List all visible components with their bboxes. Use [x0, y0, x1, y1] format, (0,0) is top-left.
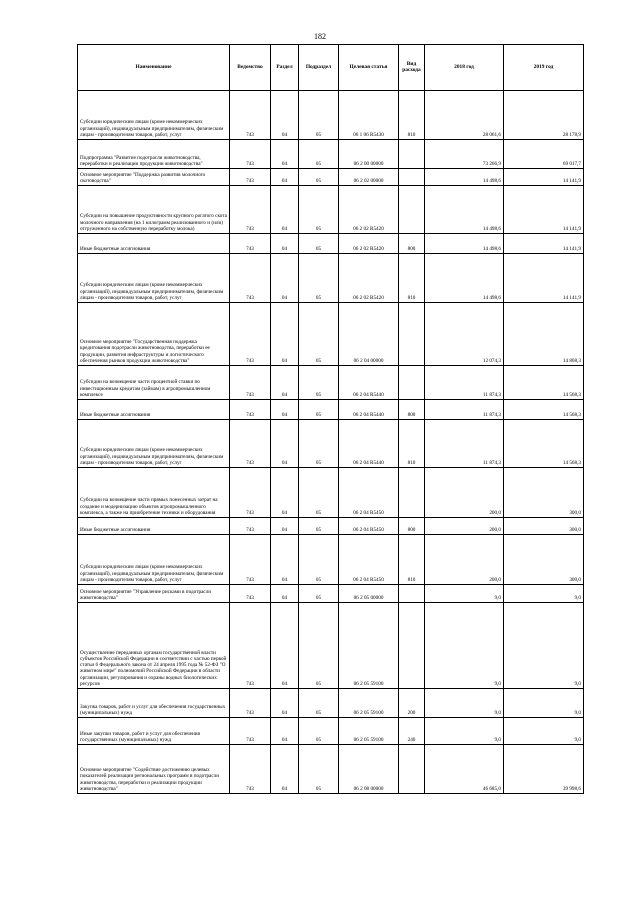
budget-table	[77, 44, 584, 794]
page-number: 182	[314, 32, 326, 41]
row-name: Основное мероприятие "Содействие достижению целевых показателей реализации региональных программ в подотрасли животноводства, переработки и реализации продукции животноводства"	[78, 745, 230, 794]
row-subsection: 05	[299, 234, 339, 254]
row-dept: 743	[230, 518, 271, 535]
row-expense	[399, 585, 425, 603]
row-expense	[399, 366, 425, 400]
row-target: 06 2 02 R5420	[339, 186, 399, 234]
header-subsection: Подраздел	[299, 45, 339, 91]
row-2019: 9,0	[504, 585, 584, 603]
table-body	[78, 91, 584, 794]
row-expense: 800	[399, 400, 425, 420]
row-subsection: 05	[299, 718, 339, 745]
row-dept: 743	[230, 91, 271, 140]
row-target: 06 2 04 R5450	[339, 518, 399, 535]
row-dept: 743	[230, 603, 271, 689]
row-2019: 14 141,9	[504, 254, 584, 303]
row-subsection: 05	[299, 603, 339, 689]
row-section: 04	[271, 518, 299, 535]
row-name: Субсидии на возмещение части процентной ставки по инвестиционным кредитам (займам) в агропромышленном комплексе	[78, 366, 230, 400]
row-target: 06 2 04 R5440	[339, 366, 399, 400]
row-name: Субсидии на возмещение части прямых понесенных затрат на создание и модернизацию объектов агропромышленного комплекса, а также на приобретение техники и оборудования	[78, 468, 230, 518]
table-row	[78, 420, 584, 468]
table-row	[78, 91, 584, 140]
row-expense	[399, 603, 425, 689]
row-target: 06 2 05 59100	[339, 718, 399, 745]
table-row	[78, 585, 584, 603]
header-2018: 2018 год	[425, 45, 504, 91]
table-row	[78, 254, 584, 303]
row-expense	[399, 303, 425, 366]
row-2018: 11 874,3	[425, 366, 504, 400]
row-2019: 300,0	[504, 518, 584, 535]
row-2018: 46 685,0	[425, 745, 504, 794]
row-name: Закупка товаров, работ и услуг для обеспечения государственных (муниципальных) нужд	[78, 689, 230, 718]
row-dept: 743	[230, 420, 271, 468]
row-target: 06 1 06 R5430	[339, 91, 399, 140]
row-target: 06 2 04 R5450	[339, 468, 399, 518]
row-name: Основное мероприятие "Государственная поддержка кредитования подотрасли животноводства, переработки ее продукции, развития инфраструктуры и логистического обеспечения рынков продукции животноводства"	[78, 303, 230, 366]
row-subsection: 05	[299, 366, 339, 400]
row-dept: 743	[230, 745, 271, 794]
table-row	[78, 689, 584, 718]
row-section: 04	[271, 366, 299, 400]
row-name: Субсидии на повышение продуктивности крупного рогатого скота молочного направления (на 1 килограмм реализованного и (или) отгруженного на собственную переработку молока)	[78, 186, 230, 234]
row-expense: 810	[399, 535, 425, 585]
row-2018: 200,0	[425, 518, 504, 535]
row-2018: 9,0	[425, 689, 504, 718]
row-expense: 810	[399, 420, 425, 468]
row-target: 06 2 05 59100	[339, 689, 399, 718]
row-section: 04	[271, 254, 299, 303]
row-2019: 69 017,7	[504, 140, 584, 169]
row-subsection: 05	[299, 186, 339, 234]
row-name: Субсидии юридическим лицам (кроме некоммерческих организаций), индивидуальным предпринимателям, физическим лицам - производителям товаров, работ, услуг	[78, 420, 230, 468]
row-section: 04	[271, 400, 299, 420]
row-2019: 14 568,3	[504, 420, 584, 468]
row-2018: 73 266,9	[425, 140, 504, 169]
row-name: Субсидии юридическим лицам (кроме некоммерческих организаций), индивидуальным предпринимателям, физическим лицам - производителям товаров, работ, услуг	[78, 91, 230, 140]
row-2019: 300,0	[504, 535, 584, 585]
row-name: Субсидии юридическим лицам (кроме некоммерческих организаций), индивидуальным предпринимателям, физическим лицам - производителям товаров, работ, услуг	[78, 535, 230, 585]
row-expense: 800	[399, 518, 425, 535]
row-expense: 200	[399, 689, 425, 718]
row-2019: 14 141,9	[504, 169, 584, 186]
row-section: 04	[271, 91, 299, 140]
row-target: 06 2 04 R5450	[339, 535, 399, 585]
row-2018: 14 498,6	[425, 254, 504, 303]
row-expense: 810	[399, 91, 425, 140]
table-row	[78, 468, 584, 518]
row-dept: 743	[230, 718, 271, 745]
row-target: 06 2 02 R5420	[339, 254, 399, 303]
row-subsection: 05	[299, 91, 339, 140]
row-section: 04	[271, 303, 299, 366]
row-name: Основное мероприятие "Поддержка развития молочного скотоводства"	[78, 169, 230, 186]
row-section: 04	[271, 420, 299, 468]
row-section: 04	[271, 468, 299, 518]
row-expense	[399, 468, 425, 518]
row-target: 06 2 04 R5440	[339, 400, 399, 420]
row-subsection: 05	[299, 585, 339, 603]
row-name: Иные бюджетные ассигнования	[78, 234, 230, 254]
row-subsection: 05	[299, 303, 339, 366]
table-row	[78, 535, 584, 585]
row-dept: 743	[230, 254, 271, 303]
row-2018: 9,0	[425, 603, 504, 689]
table-row	[78, 366, 584, 400]
row-name: Осуществление переданных органам государственной власти субъектов Российской Федерации в соответствии с частью первой статьи 6 Федерального закона от 24 апреля 1995 года № 52-ФЗ "О животном мире" полномочий Российской Федерации в области организации, регулирования и охраны водных биологических ресурсов	[78, 603, 230, 689]
row-2019: 14 141,9	[504, 234, 584, 254]
row-section: 04	[271, 140, 299, 169]
row-section: 04	[271, 234, 299, 254]
row-2018: 12 074,3	[425, 303, 504, 366]
row-subsection: 05	[299, 400, 339, 420]
row-section: 04	[271, 603, 299, 689]
row-2019: 14 568,3	[504, 400, 584, 420]
row-section: 04	[271, 169, 299, 186]
row-target: 06 2 08 00000	[339, 745, 399, 794]
row-2018: 200,0	[425, 468, 504, 518]
header-target: Целевая статья	[339, 45, 399, 91]
table-header-row	[78, 45, 584, 91]
row-dept: 743	[230, 186, 271, 234]
row-subsection: 05	[299, 254, 339, 303]
header-dept: Ведомство	[230, 45, 271, 91]
header-section: Раздел	[271, 45, 299, 91]
row-subsection: 05	[299, 689, 339, 718]
row-dept: 743	[230, 366, 271, 400]
table-row	[78, 303, 584, 366]
row-section: 04	[271, 689, 299, 718]
row-expense	[399, 140, 425, 169]
header-expense: Вид расхода	[399, 45, 425, 91]
row-name: Иные бюджетные ассигнования	[78, 400, 230, 420]
row-expense: 240	[399, 718, 425, 745]
header-2019: 2019 год	[504, 45, 584, 91]
table-row	[78, 718, 584, 745]
row-2019: 9,0	[504, 603, 584, 689]
row-2018: 11 874,3	[425, 400, 504, 420]
row-name: Иные бюджетные ассигнования	[78, 518, 230, 535]
row-2019: 14 568,3	[504, 366, 584, 400]
row-target: 06 2 05 00000	[339, 585, 399, 603]
row-target: 06 2 04 R5440	[339, 420, 399, 468]
table-row	[78, 186, 584, 234]
row-2018: 14 498,6	[425, 169, 504, 186]
row-2018: 9,0	[425, 718, 504, 745]
row-2019: 14 868,3	[504, 303, 584, 366]
row-expense	[399, 745, 425, 794]
table-row	[78, 518, 584, 535]
row-section: 04	[271, 718, 299, 745]
row-dept: 743	[230, 234, 271, 254]
table-row	[78, 140, 584, 169]
row-2018: 9,0	[425, 585, 504, 603]
row-target: 06 2 02 00000	[339, 169, 399, 186]
row-dept: 743	[230, 303, 271, 366]
table-row	[78, 169, 584, 186]
table-row	[78, 400, 584, 420]
row-dept: 743	[230, 585, 271, 603]
row-2019: 9,0	[504, 689, 584, 718]
row-dept: 743	[230, 689, 271, 718]
row-2018: 14 498,6	[425, 186, 504, 234]
row-subsection: 05	[299, 140, 339, 169]
header-name: Наименование	[78, 45, 230, 91]
row-section: 04	[271, 186, 299, 234]
row-expense	[399, 169, 425, 186]
row-target: 06 2 02 R5420	[339, 234, 399, 254]
row-name: Субсидии юридическим лицам (кроме некоммерческих организаций), индивидуальным предпринимателям, физическим лицам - производителям товаров, работ, услуг	[78, 254, 230, 303]
row-2019: 14 141,9	[504, 186, 584, 234]
row-2019: 300,0	[504, 468, 584, 518]
row-2018: 14 498,6	[425, 234, 504, 254]
row-section: 04	[271, 585, 299, 603]
row-section: 04	[271, 745, 299, 794]
row-dept: 743	[230, 535, 271, 585]
row-2018: 28 061,6	[425, 91, 504, 140]
row-2018: 200,0	[425, 535, 504, 585]
row-subsection: 05	[299, 535, 339, 585]
row-2018: 11 874,3	[425, 420, 504, 468]
row-subsection: 05	[299, 420, 339, 468]
row-subsection: 05	[299, 518, 339, 535]
row-target: 06 2 04 00000	[339, 303, 399, 366]
row-subsection: 05	[299, 745, 339, 794]
row-subsection: 05	[299, 468, 339, 518]
row-expense	[399, 186, 425, 234]
row-2019: 9,0	[504, 718, 584, 745]
row-name: Иные закупки товаров, работ и услуг для обеспечения государственных (муниципальных) нужд	[78, 718, 230, 745]
row-target: 06 2 05 59100	[339, 603, 399, 689]
table-row	[78, 603, 584, 689]
row-expense: 810	[399, 254, 425, 303]
row-dept: 743	[230, 169, 271, 186]
row-section: 04	[271, 535, 299, 585]
row-subsection: 05	[299, 169, 339, 186]
table-row	[78, 745, 584, 794]
row-2019: 28 178,9	[504, 91, 584, 140]
row-dept: 743	[230, 140, 271, 169]
row-name: Основное мероприятие "Управление рисками в подотрасли животноводства"	[78, 585, 230, 603]
table-row	[78, 234, 584, 254]
row-dept: 743	[230, 468, 271, 518]
row-name: Подпрограмма "Развитие подотрасли животноводства, переработки и реализации продукции животноводства"	[78, 140, 230, 169]
row-2019: 39 998,6	[504, 745, 584, 794]
row-expense: 800	[399, 234, 425, 254]
row-dept: 743	[230, 400, 271, 420]
row-target: 06 2 00 00000	[339, 140, 399, 169]
